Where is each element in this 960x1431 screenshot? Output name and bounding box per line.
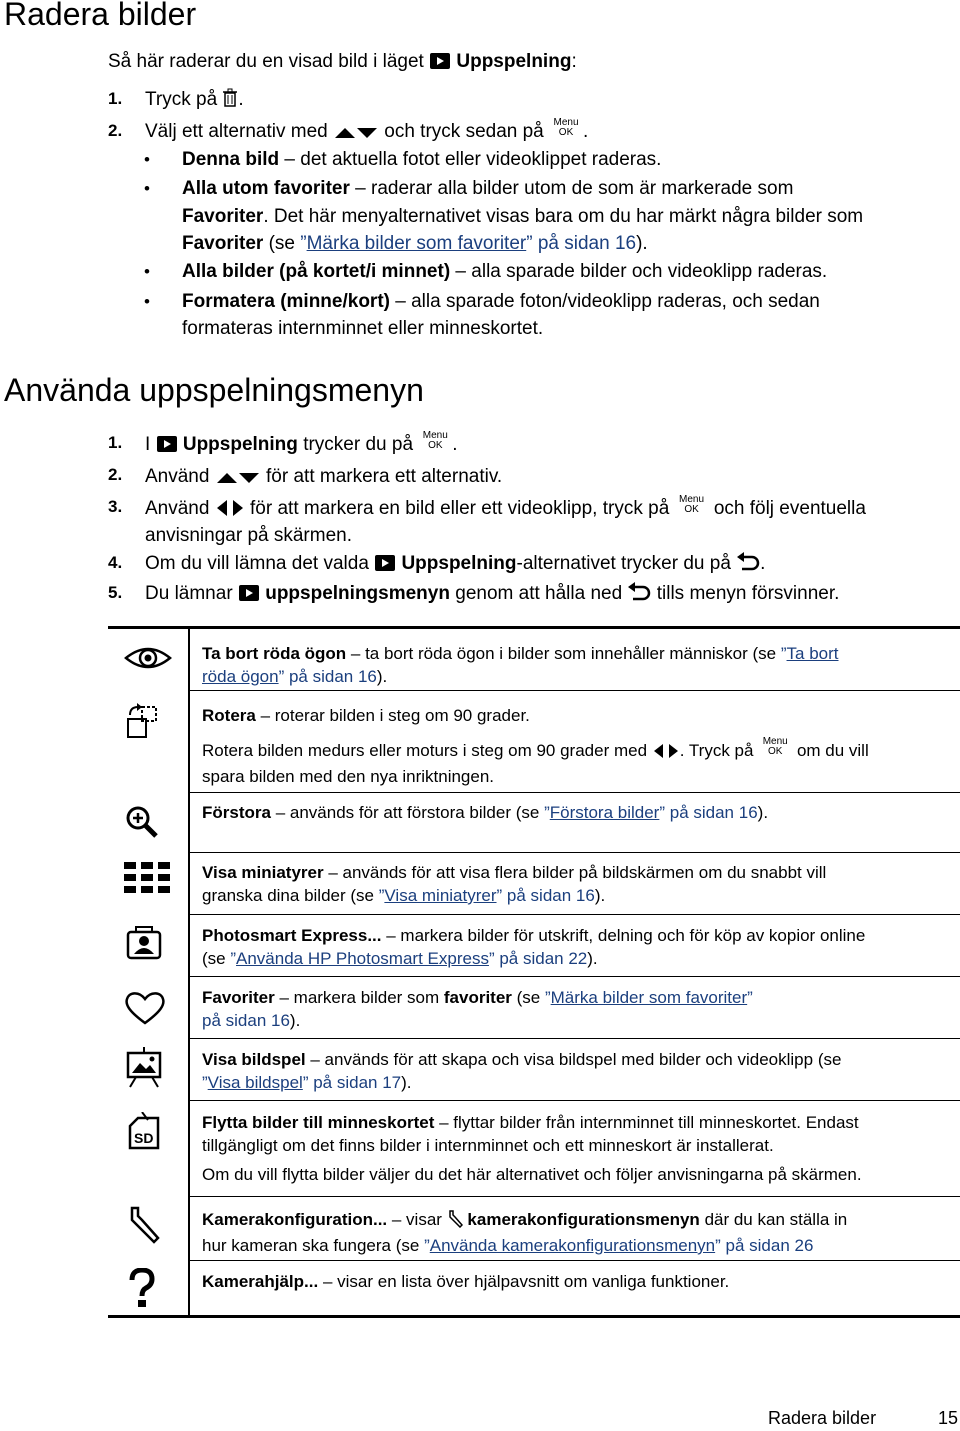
slideshow-icon [124,1047,164,1094]
table-row: Rotera – roterar bilden i steg om 90 grader. Rotera bilden medurs eller moturs i steg om 90 grader med . Tryck på Menu OK om du vill spara bilden med den nya inriktningen. [202,706,869,786]
back-arrow-icon [627,582,651,609]
trash-icon [222,88,238,115]
magnify-icon [124,804,160,845]
step-text: Tryck på [145,89,218,110]
back-arrow-icon [736,552,760,579]
table-row: Förstora – används för att förstora bilder (se ”Förstora bilder” på sidan 16). [202,803,769,822]
playback-step-5: Du lämnar uppspelningsmenyn genom att hålla ned tills menyn försvinner. [145,581,839,609]
bullet-term: Alla utom favoriter [182,178,350,199]
bullet-dot: • [144,292,150,311]
menu-ok-icon: Menu OK [679,494,705,515]
bullet-term: Favoriter [182,206,264,227]
bullet-formatera-line2 [182,316,543,341]
footer-page-number: 15 [938,1408,959,1428]
bullet-dot: • [144,179,150,198]
link-ta-bort-roda-ogon[interactable]: Ta bort [786,644,839,663]
left-right-arrows-icon [215,499,245,524]
bullet-desc: formateras internminnet eller minneskortet. [182,318,544,339]
bullet-alla-bilder: Alla bilder (på kortet/i minnet) – alla sparade bilder och videoklipp raderas. [182,261,828,282]
bullet-term: Favoriter [182,233,264,254]
link-visa-miniatyrer[interactable]: Visa miniatyrer [384,886,497,905]
playback-step-2: Använd för att markera ett alternativ. [145,464,502,492]
bullet-alla-utom-line2 [182,204,863,229]
thumbnails-icon [124,862,170,899]
section-title: Använda uppspelningsmenyn [4,372,424,408]
menu-ok-icon: Menu OK [553,117,579,138]
rotate-icon [124,703,164,746]
table-row: Visa miniatyrer – används för att visa flera bilder på bildskärmen om du snabbt vill granska dina bilder (se ”Visa miniatyrer” på sidan 16). [202,863,827,905]
step-number: 2. [108,465,123,484]
wrench-icon [447,1210,463,1234]
play-icon [429,52,451,77]
step-number: 4. [108,553,123,572]
row-divider [190,792,960,793]
wrench-icon [124,1206,164,1251]
menu-ok-icon: Menu OK [762,736,788,757]
photosmart-express-icon [124,924,164,967]
playback-step-4: Om du vill lämna det valda Uppspelning-alternativet trycker du på . [145,551,765,579]
bullet-term: Alla bilder (på kortet/i minnet) [182,261,451,282]
question-icon [124,1268,160,1313]
bullet-term: Formatera (minne/kort) [182,291,390,312]
step-2 [145,118,588,147]
step-number: 5. [108,583,123,602]
table-row: Ta bort röda ögon – ta bort röda ögon i bilder som innehåller människor (se ”Ta bort röda ögon” på sidan 16). [202,644,839,686]
table-row: Favoriter – markera bilder som favoriter (se ”Märka bilder som favoriter” på sidan 16). [202,988,753,1030]
bullet-denna-bild: Denna bild – det aktuella fotot eller videoklippet raderas. [182,149,662,170]
play-icon [156,435,178,460]
table-bottom-rule [108,1315,960,1318]
playback-step-1: I Uppspelning trycker du på Menu OK . [145,431,458,460]
footer-section: Radera bilder [768,1408,877,1428]
link-hp-photosmart-express[interactable]: Använda HP Photosmart Express [236,949,489,968]
play-icon [374,554,396,579]
step-text: Välj ett alternativ med [145,121,328,142]
play-icon [238,584,260,609]
table-row: Photosmart Express... – markera bilder för utskrift, delning och för köp av kopior online (se ”Använda HP Photosmart Express” på sidan 22). [202,926,866,968]
bullet-desc: raderar alla bilder utom de som är markerade som [371,178,794,199]
link-forstora-bilder[interactable]: Förstora bilder [549,803,660,822]
mode-label: Uppspelning [456,51,572,72]
link-visa-bildspel[interactable]: Visa bildspel [207,1073,303,1092]
row-divider [190,1260,960,1261]
heart-icon [124,990,166,1031]
red-eye-icon [124,644,172,677]
link-marka-favoriter[interactable]: Märka bilder som favoriter [306,233,527,254]
table-row: Flytta bilder till minneskortet – flyttar bilder från internminnet till minneskortet. Endast tillgängligt om det finns bilder i internminnet och ett minneskort är installerat. Om du vill flytta bilder väljer du det här alternativet och följer anvisningarna på skärmen. [202,1113,862,1184]
bullet-formatera: Formatera (minne/kort) – alla sparade foton/videoklipp raderas, och sedan [182,291,820,312]
bullet-desc: alla sparade bilder och videoklipp raderas. [471,261,828,282]
bullet-desc: alla sparade foton/videoklipp raderas, och sedan [411,291,820,312]
table-row: Kamerahjälp... – visar en lista över hjälpavsnitt om vanliga funktioner. [202,1272,730,1291]
row-divider [190,852,960,853]
row-divider [190,914,960,915]
playback-step-3: Använd för att markera en bild eller ett videoklipp, tryck på Menu OK och följ eventuella [145,495,866,524]
bullet-desc: det aktuella fotot eller videoklippet raderas. [300,149,662,170]
link-marka-favoriter-2[interactable]: Märka bilder som favoriter [550,988,748,1007]
table-row: Visa bildspel – används för att skapa och visa bildspel med bilder och videoklipp (se ”Visa bildspel” på sidan 17). [202,1050,842,1092]
step-number: 1. [108,433,123,452]
row-divider [190,1100,960,1101]
step-dot: . [238,89,244,110]
bullet-term: Denna bild [182,149,280,170]
up-down-arrows-icon [333,122,379,147]
intro-text: Så här raderar du en visad bild i läget [108,51,424,72]
step-1 [145,87,244,115]
intro-line [108,49,577,77]
bullet-dot: • [144,262,150,281]
step-text: och tryck sedan på [384,121,544,142]
bullet-alla-utom: Alla utom favoriter – raderar alla bilder utom de som är markerade som [182,178,794,199]
table-column-rule [188,629,190,1316]
up-down-arrows-icon [215,467,261,492]
sd-card-icon [124,1112,164,1157]
row-divider [190,690,960,691]
step-dot: . [583,121,589,142]
playback-step-3-line2: anvisningar på skärmen. [145,525,352,546]
row-divider [190,1196,960,1197]
bullet-dot: • [144,150,150,169]
link-ta-bort-roda-ogon-2[interactable]: röda ögon [202,667,279,686]
table-row: Kamerakonfiguration... – visar kamerakonfigurationsmenyn där du kan ställa in hur kameran ska fungera (se ”Använda kamerakonfigurationsmenyn” på sidan 26 [202,1210,848,1255]
step-number: 2. [108,121,123,140]
step-number: 1. [108,89,123,108]
link-kamerakonfiguration[interactable]: Använda kamerakonfigurationsmenyn [429,1236,716,1255]
svg-text:SD: SD [134,1130,154,1146]
row-divider [190,976,960,977]
left-right-arrows-icon [652,742,680,765]
row-divider [190,1038,960,1039]
intro-colon: : [571,51,577,72]
page-title: Radera bilder [4,0,197,32]
menu-ok-icon: Menu OK [422,430,448,451]
bullet-alla-utom-line3: Favoriter (se ”Märka bilder som favoriter” på sidan 16). [182,233,648,254]
bullet-desc: . Det här menyalternativet visas bara om du har märkt några bilder som [263,206,864,227]
table-top-rule [108,626,960,629]
step-number: 3. [108,497,123,516]
